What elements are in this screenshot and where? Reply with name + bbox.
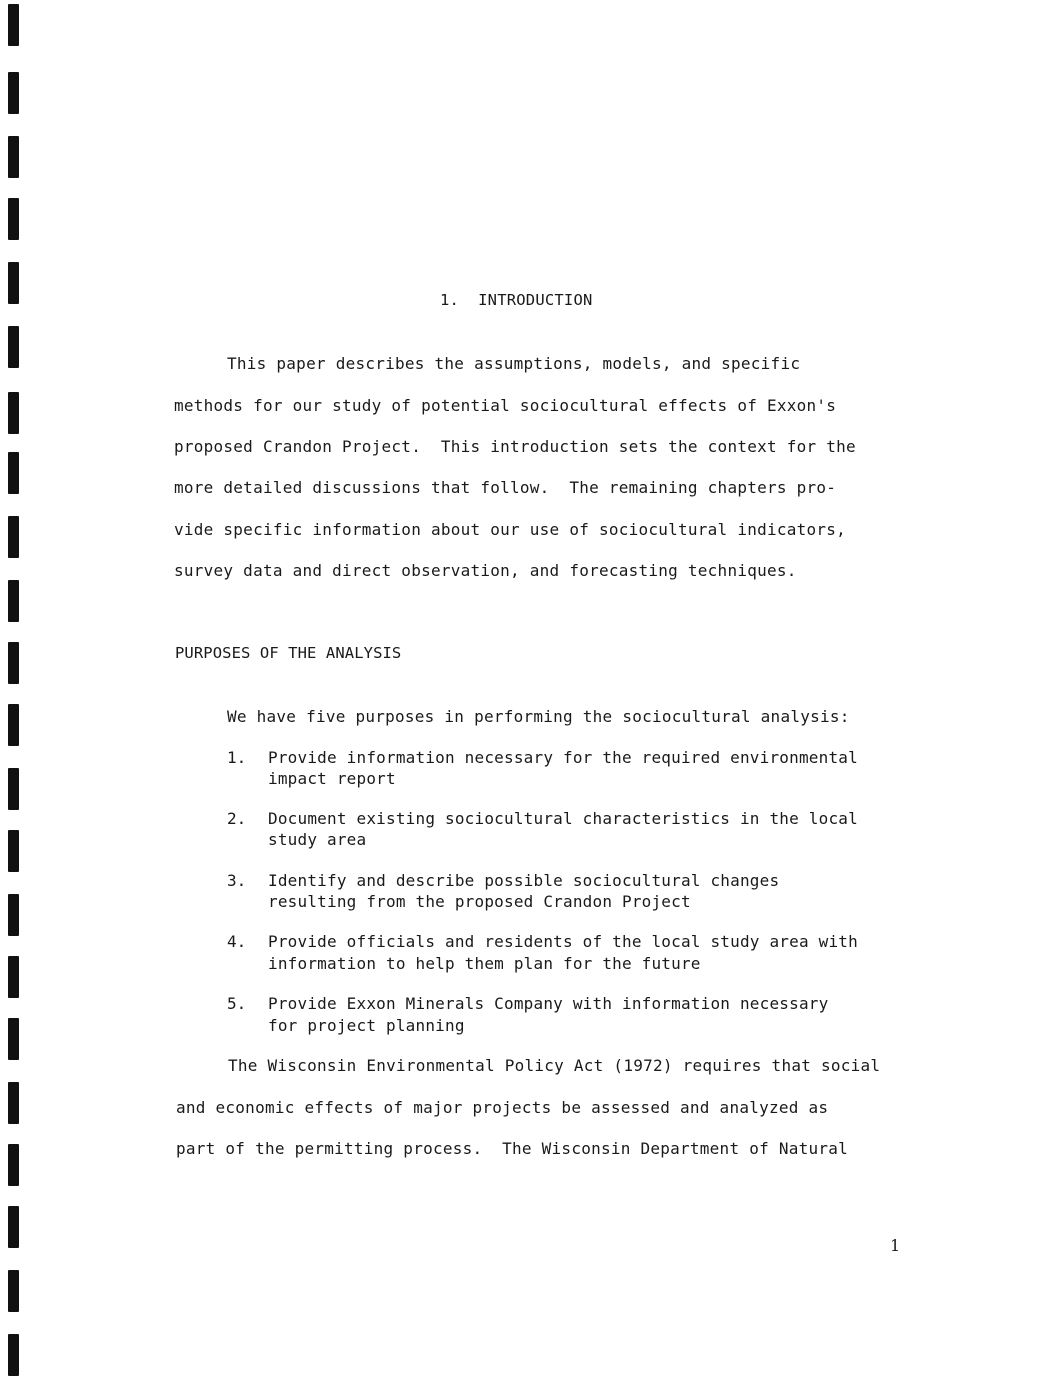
binding-mark [8,894,19,936]
binding-mark [8,768,19,810]
chapter-heading: 1. INTRODUCTION [440,291,593,309]
binding-mark [8,326,19,368]
binding-mark [8,1144,19,1186]
list-number: 1. [227,748,247,767]
binding-mark [8,392,19,434]
list-item-line: Identify and describe possible sociocultural changes [268,871,780,890]
binding-mark [8,72,19,114]
binding-mark [8,704,19,746]
binding-mark [8,452,19,494]
list-number: 3. [227,871,247,890]
page-number: 1 [890,1236,901,1255]
binding-mark [8,1082,19,1124]
list-item-line: Document existing sociocultural characteristics in the local [268,809,858,828]
binding-mark [8,642,19,684]
list-number: 5. [227,994,247,1013]
binding-mark [8,1334,19,1376]
binding-mark [8,262,19,304]
list-item-line: impact report [268,769,396,788]
binding-mark [8,1206,19,1248]
binding-mark [8,4,19,46]
intro-line: more detailed discussions that follow. The remaining chapters pro- [174,478,837,497]
binding-mark [8,956,19,998]
intro-line: vide specific information about our use of sociocultural indicators, [174,520,847,539]
binding-mark [8,1270,19,1312]
closing-line: The Wisconsin Environmental Policy Act (1972) requires that social [228,1056,881,1075]
intro-line: This paper describes the assumptions, models, and specific [227,354,801,373]
binding-mark [8,830,19,872]
intro-line: proposed Crandon Project. This introduction sets the context for the [174,437,856,456]
section-heading: PURPOSES OF THE ANALYSIS [175,644,402,662]
list-number: 2. [227,809,247,828]
binding-mark [8,136,19,178]
closing-line: part of the permitting process. The Wisconsin Department of Natural [176,1139,849,1158]
binding-mark [8,198,19,240]
closing-line: and economic effects of major projects be assessed and analyzed as [176,1098,829,1117]
binding-mark [8,516,19,558]
list-item-line: Provide officials and residents of the local study area with [268,932,858,951]
list-item-line: resulting from the proposed Crandon Project [268,892,691,911]
list-item-line: study area [268,830,367,849]
binding-mark [8,1018,19,1060]
list-item-line: Provide Exxon Minerals Company with information necessary [268,994,829,1013]
list-item-line: information to help them plan for the future [268,954,701,973]
intro-line: survey data and direct observation, and forecasting techniques. [174,561,797,580]
intro-line: methods for our study of potential sociocultural effects of Exxon's [174,396,837,415]
purposes-intro: We have five purposes in performing the sociocultural analysis: [227,707,850,726]
list-item-line: for project planning [268,1016,465,1035]
list-item-line: Provide information necessary for the required environmental [268,748,858,767]
list-number: 4. [227,932,247,951]
binding-mark [8,580,19,622]
